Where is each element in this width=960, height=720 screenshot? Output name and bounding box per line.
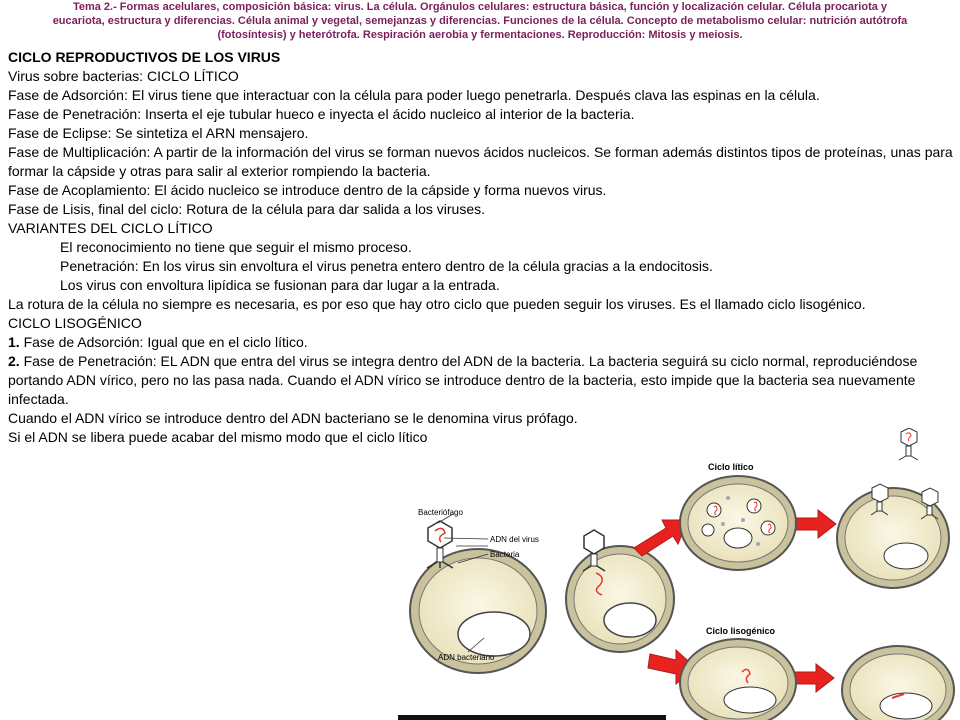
paragraph: Fase de Acoplamiento: El ácido nucleico se introduce dentro de la cápside y forma nuevos virus. [8,182,607,198]
indented-paragraph: Penetración: En los virus sin envoltura el virus penetra entero dentro de la célula gracias a la endocitosis. [60,258,713,274]
topic-header [0,0,960,42]
step-number: 2. [8,353,20,369]
caption-bar [398,715,666,720]
bacteria-cell-integration [680,639,796,720]
arrow-lytic-next [796,510,836,538]
paragraph: Fase de Adsorción: El virus tiene que interactuar con la célula para poder luego penetrarla. Después clava las espinas en la célula. [8,87,820,103]
released-phage-icon [899,428,918,460]
numbered-paragraph [8,352,953,409]
label-bacteriofago: Bacteriófago [418,508,463,517]
arrow-lysogenic-next [794,664,834,692]
label-adn-bacteriano: ADN bacteriano [438,653,495,662]
numbered-paragraph [8,333,953,352]
header-line: (fotosíntesis) y heterótrofa. Respiración aerobia y fermentaciones. Reproducción: Mitosis y meiosis. [217,29,743,41]
header-line: eucariota, estructura y diferencias. Célula animal y vegetal, semejanzas y diferencias. Funciones de la célula. Concepto de metabolismo celular: nutrición autótrofa [52,15,908,27]
subheading: VARIANTES DEL CICLO LÍTICO [8,220,213,236]
paragraph: Fase de Eclipse: Se sintetiza el ARN mensajero. [8,125,309,141]
step-text: Fase de Penetración: EL ADN que entra del virus se integra dentro del ADN de la bacteria. La bacteria seguirá su ciclo normal, reproduciéndose portando ADN vírico, pero no las pasa nada. Cuando el ADN vírico se introduce dentro de la bacteria, esto impide que la bacteria sea nuevamente infectada. [8,353,918,407]
paragraph: Virus sobre bacterias: CICLO LÍTICO [8,68,239,84]
section-title: CICLO REPRODUCTIVOS DE LOS VIRUS [8,49,281,65]
paragraph: Si el ADN se libera puede acabar del mismo modo que el ciclo lítico [8,429,428,445]
subheading: CICLO LISOGÉNICO [8,315,142,331]
bacteria-cell-multiplication [680,476,796,570]
step-text: Fase de Adsorción: Igual que en el ciclo lítico. [19,334,308,350]
bacteria-cell-penetration [566,530,674,652]
label-adn-virus: ADN del virus [490,535,539,544]
indented-paragraph: El reconocimiento no tiene que seguir el mismo proceso. [60,239,412,255]
step-number: 1. [8,334,20,350]
paragraph: Cuando el ADN vírico se introduce dentro del ADN bacteriano se le denomina virus prófago. [8,410,578,426]
paragraph: Fase de Multiplicación: A partir de la información del virus se forman nuevos ácidos nucleicos. Se forman además distintos tipos de proteínas, unas para formar la cápside y otras para salir al exterior rompiendo la bacteria. [8,144,953,179]
document-body [8,48,953,447]
viral-cycle-diagram [398,428,958,720]
paragraph: Fase de Penetración: Inserta el eje tubular hueco e inyecta el ácido nucleico al interior de la bacteria. [8,106,635,122]
label-ciclo-litico: Ciclo lítico [708,462,754,472]
paragraph: La rotura de la célula no siempre es necesaria, es por eso que hay otro ciclo que pueden seguir los viruses. Es el llamado ciclo lisogénico. [8,296,866,312]
label-ciclo-lisogenico: Ciclo lisogénico [706,626,776,636]
label-bacteria: Bacteria [490,550,520,559]
bacterial-dna-region [458,612,530,656]
bacteria-cell-lysis [837,428,949,588]
header-line: Tema 2.- Formas acelulares, composición básica: virus. La célula. Orgánulos celulares: estructura básica, función y localización celular. Célula procariota y [72,1,888,13]
bacteria-cell-prophage [842,646,954,720]
paragraph: Fase de Lisis, final del ciclo: Rotura de la célula para dar salida a los viruses. [8,201,486,217]
indented-paragraph: Los virus con envoltura lipídica se fusionan para dar lugar a la entrada. [60,277,500,293]
